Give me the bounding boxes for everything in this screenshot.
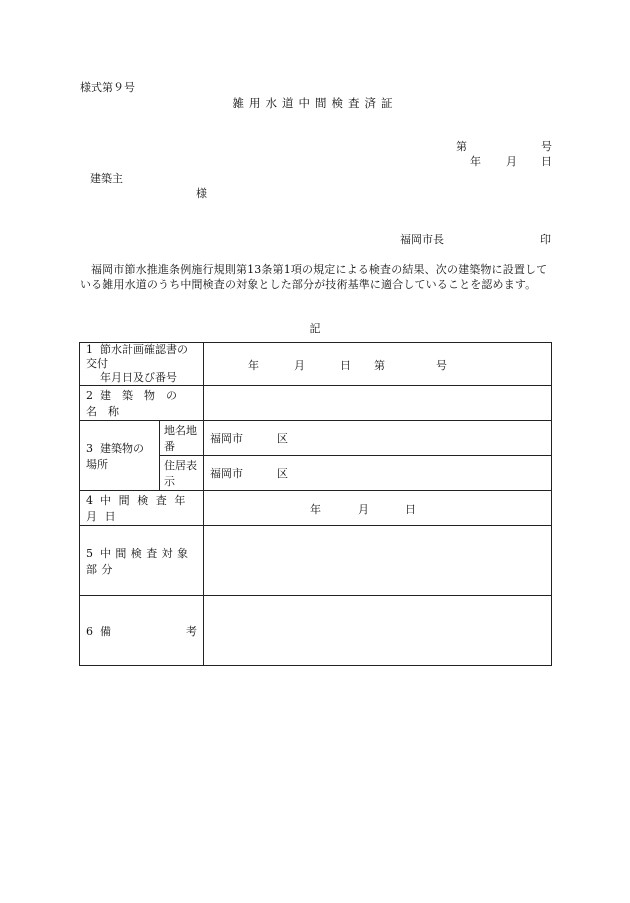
address-city: 福岡市 [210, 467, 243, 480]
remarks-char-b: 考 [186, 624, 197, 638]
seal-mark: 印 [540, 233, 551, 246]
row-number: 5 [86, 546, 93, 560]
certification-text: 福岡市節水推進条例施行規則第13条第1項の規定による検査の結果、次の建築物に設置している雑用水道のうち中間検査の対象とした部分が技術基準に適合していることを認めます。 [80, 263, 548, 291]
label-line1: 節水計画確認書の交付 [86, 343, 188, 370]
mayor-title: 福岡市長 [400, 233, 444, 246]
lot-label: 地名地番 [160, 421, 204, 456]
building-name-value[interactable] [204, 386, 552, 421]
inspection-date-value[interactable] [204, 491, 552, 526]
inspection-month: 月 [358, 503, 369, 516]
label-line2: 年月日及び番号 [100, 371, 177, 384]
address-label: 住居表示 [160, 456, 204, 491]
ki-heading: 記 [309, 322, 321, 335]
document-title: 雑用水道中間検査済証 [232, 96, 398, 110]
lot-value[interactable] [204, 421, 552, 456]
building-name-label [80, 386, 204, 421]
plan-certificate-label [80, 343, 204, 386]
inspection-year: 年 [310, 503, 321, 516]
address-value[interactable] [204, 456, 552, 491]
table-row-plan-certificate [80, 343, 552, 386]
lot-ward: 区 [277, 432, 288, 445]
inspection-date-label [80, 491, 204, 526]
issue-date-day: 日 [541, 155, 552, 168]
remarks-label [80, 596, 204, 666]
table-row-inspection-target [80, 526, 552, 596]
builder-label: 建築主 [90, 172, 123, 185]
remarks-char-a: 備 [100, 624, 111, 638]
label-text: 建築物の名称 [86, 389, 188, 418]
row-number: 3 [86, 441, 93, 455]
number-suffix: 号 [541, 140, 552, 153]
label-text: 建築物の場所 [86, 441, 144, 471]
table-row-inspection-date [80, 491, 552, 526]
lot-city: 福岡市 [210, 432, 243, 445]
row-number: 4 [86, 494, 93, 507]
address-ward: 区 [277, 467, 288, 480]
table-row-location-lot [80, 421, 552, 456]
table-row-building-name [80, 386, 552, 421]
record-table [79, 342, 552, 666]
inspection-target-value[interactable] [204, 526, 552, 596]
label-text: 中間検査年月日 [86, 494, 193, 523]
location-label [80, 421, 160, 491]
honorific: 様 [196, 187, 207, 200]
inspection-target-label [80, 526, 204, 596]
form-number: 様式第９号 [80, 81, 135, 94]
row-number: 6 [86, 624, 93, 638]
number-prefix: 第 [456, 140, 467, 153]
plan-dai: 第 [374, 359, 385, 372]
row-number: 2 [86, 389, 93, 402]
inspection-day: 日 [405, 503, 416, 516]
issue-date-month: 月 [506, 155, 517, 168]
remarks-value[interactable] [204, 596, 552, 666]
row-number: 1 [86, 343, 93, 356]
certificate-number-line [456, 140, 552, 154]
label-text: 中間検査対象部分 [86, 546, 193, 576]
plan-certificate-value [204, 343, 552, 386]
plan-day: 日 [340, 359, 351, 372]
plan-year: 年 [248, 359, 259, 372]
table-row-remarks [80, 596, 552, 666]
issue-date-year: 年 [470, 155, 481, 168]
plan-go: 号 [436, 359, 447, 372]
plan-month: 月 [294, 359, 305, 372]
